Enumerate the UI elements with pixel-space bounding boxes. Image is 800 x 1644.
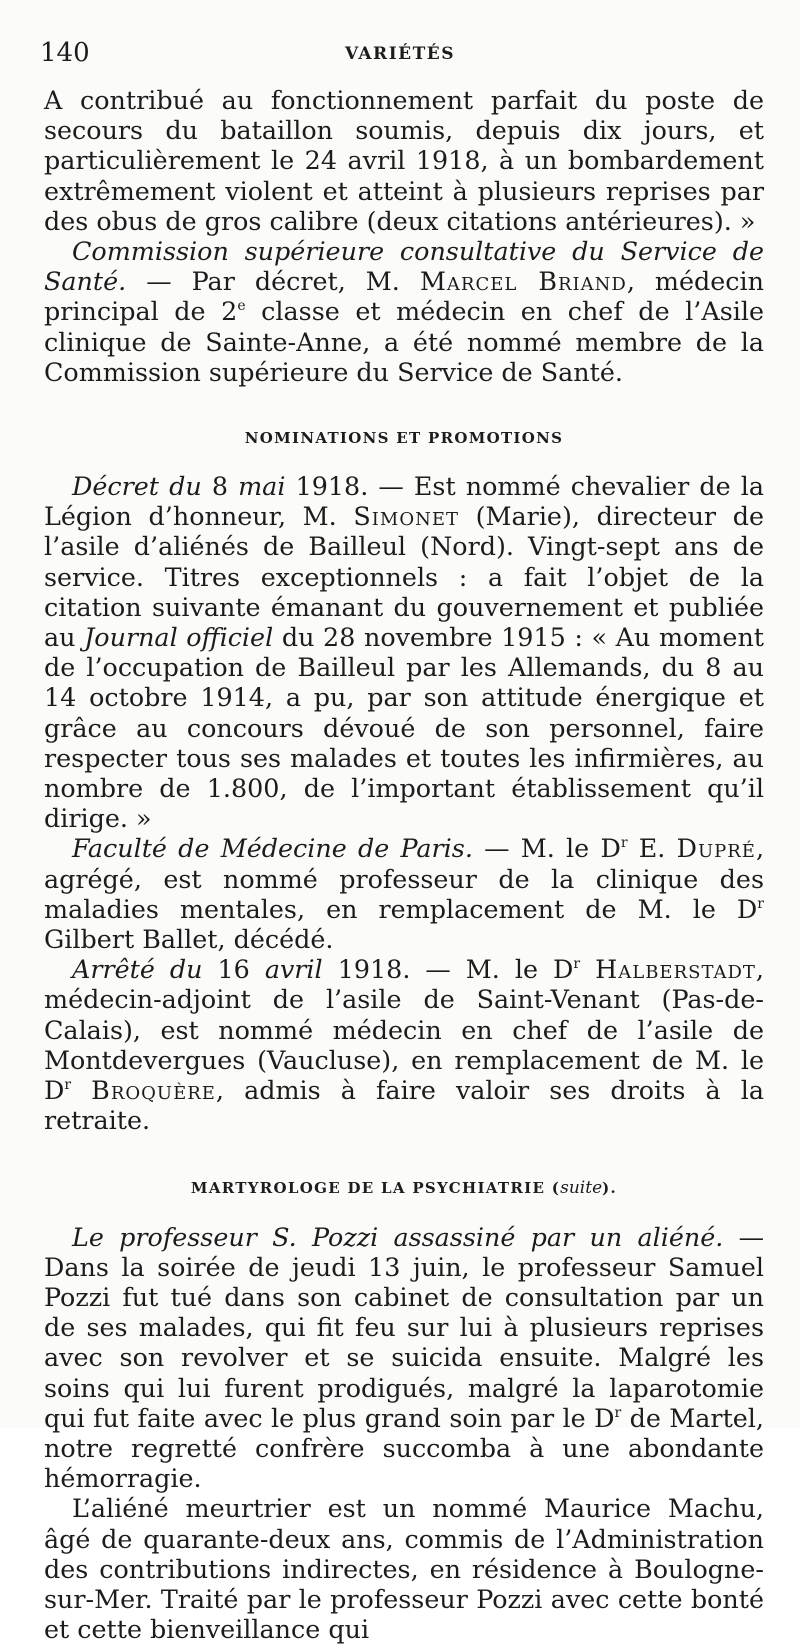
running-title: VARIÉTÉS bbox=[345, 44, 455, 64]
person-name: Broquère bbox=[91, 1075, 216, 1106]
page-body bbox=[44, 85, 764, 1644]
paragraph-heading: Commission supérieure consultative du Service de Santé. bbox=[44, 236, 764, 297]
paragraph-heading: Arrêté du bbox=[72, 954, 203, 985]
section-title-martyrologe: MARTYROLOGE DE LA PSYCHIATRIE (suite). bbox=[190, 1177, 618, 1198]
paragraph-faculte: Faculté de Médecine de Paris. — M. le $D^r$ E. Dupré, agrégé, est nommé professeur de la clinique des maladies mentales, en remplacement de M. le $D^r$ Gilbert Ballet, décédé. bbox=[44, 833, 765, 955]
paragraph-decret: Décret du 8 mai 1918. — Est nommé chevalier de la Légion d’honneur, M. Simonet (Marie), directeur de l’asile d’aliénés de Bailleul (Nord). Vingt-sept ans de service. Titres exceptionnels : a fait l’objet de la citation suivante émanant du gouvernement et publiée au Journal officiel du 28 novembre 1915 : « Au moment de l’occupation de Bailleul par les Allemands, du 8 au 14 octobre 1914, a pu, par son attitude énergique et grâce au concours dévoué de son personnel, faire respecter tous ses malades et toutes les infirmières, au nombre de 1.800, de l’important établissement qu’il dirige. » bbox=[44, 471, 765, 834]
page-number: 140 bbox=[40, 38, 90, 68]
paragraph-heading: Faculté de Médecine de Paris. bbox=[72, 833, 473, 864]
paragraph-heading: Le professeur S. Pozzi assassiné par un aliéné. bbox=[72, 1221, 724, 1252]
person-name: Halberstadt bbox=[595, 954, 756, 985]
person-name: Marcel Briand bbox=[419, 266, 627, 297]
paragraph-commission: Commission supérieure consultative du Service de Santé. — Par décret, M. Marcel Briand, médecin principal de 2e classe et médecin en chef de l’Asile clinique de Sainte-Anne, a été nommé membre de la Commission supérieure du Service de Santé. bbox=[44, 236, 764, 387]
paragraph-arrete: Arrêté du 16 avril 1918. — M. le $D^r$ Halberstadt, médecin-adjoint de l’asile de Saint-Venant (Pas-de-Calais), est nommé médecin en chef de l’asile de Montdevergues (Vaucluse), en remplacement de M. le $D^r$ Broquère, admis à faire valoir ses droits à la retraite. bbox=[44, 954, 765, 1136]
paragraph-alien: L’aliéné meurtrier est un nommé Maurice Machu, âgé de quarante-deux ans, commis de l’Administration des contributions indirectes, en résidence à Boulogne-sur-Mer. Traité par le professeur Pozzi avec cette bonté et cette bienveillance qui bbox=[44, 1493, 764, 1644]
person-name: Dupré bbox=[676, 833, 756, 864]
journal-title: Journal officiel bbox=[84, 622, 274, 653]
person-name: Simonet bbox=[353, 501, 459, 532]
paragraph-heading: Décret du bbox=[72, 471, 202, 502]
paragraph-pozzi: Le professeur S. Pozzi assassiné par un aliéné. — Dans la soirée de jeudi 13 juin, le professeur Samuel Pozzi fut tué dans son cabinet de consultation par un de ses malades, qui fit feu sur lui à plusieurs reprises avec son revolver et se suicida ensuite. Malgré les soins qui lui furent prodigués, malgré la laparotomie qui fut faite avec le plus grand soin par le $D^r$ de Martel, notre regretté confrère succomba à une abondante hémorragie. bbox=[44, 1221, 764, 1494]
section-title-nominations: NOMINATIONS ET PROMOTIONS bbox=[244, 429, 564, 448]
running-head bbox=[40, 38, 760, 74]
paragraph-continuation: A contribué au fonctionnement parfait du poste de secours du bataillon soumis, depuis dix jours, et particulièrement le 24 avril 1918, à un bombardement extrêmement violent et atteint à plusieurs reprises par des obus de gros calibre (deux citations antérieures). » bbox=[44, 85, 764, 236]
